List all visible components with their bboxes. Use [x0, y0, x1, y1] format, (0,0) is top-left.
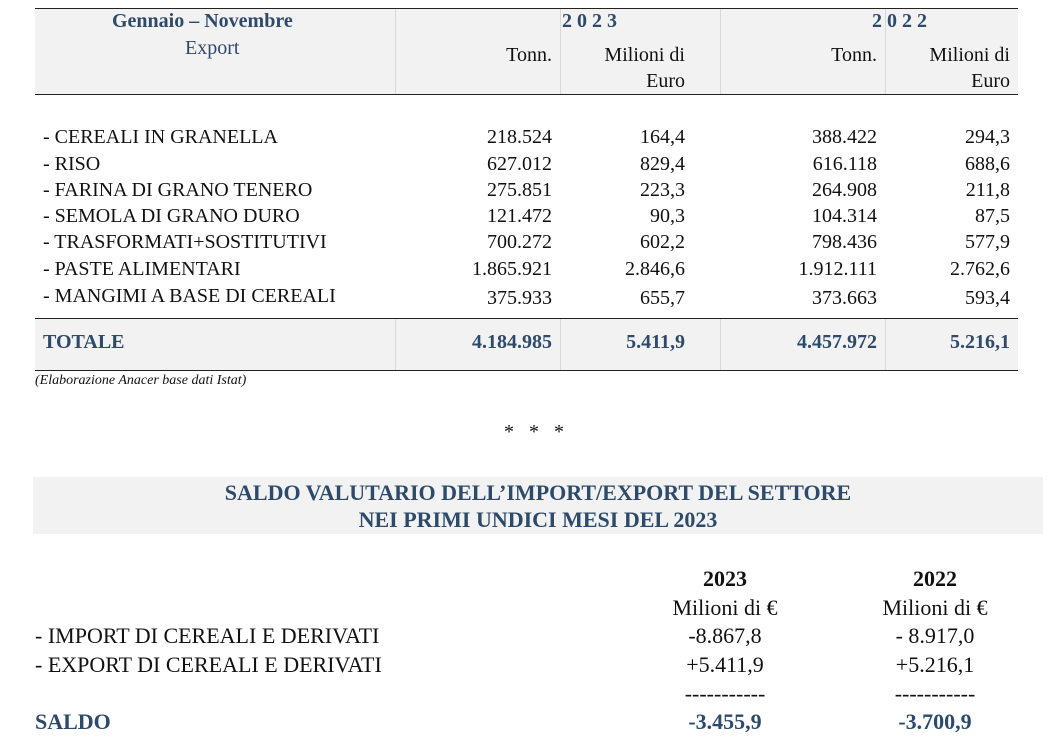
- section-separator: * * *: [504, 421, 564, 443]
- saldo-total-row: [35, 709, 1035, 737]
- row-label: - MANGIMI A BASE DI CEREALI: [43, 285, 336, 307]
- cell-milioni-2022: 593,4: [965, 287, 1010, 309]
- header-divider: [395, 8, 396, 94]
- table-row: [35, 205, 1018, 231]
- cell-tonn-2022: 264.908: [812, 179, 877, 201]
- cell-milioni-2022: 211,8: [965, 179, 1010, 201]
- cell-tonn-2023: 375.933: [487, 287, 552, 309]
- saldo-unit-2022: Milioni di €: [882, 595, 988, 620]
- cell-milioni-2023: 90,3: [650, 205, 685, 227]
- saldo-value-2023: +5.411,9: [686, 652, 764, 677]
- total-row: [35, 331, 1018, 357]
- cell-milioni-2023: 602,2: [640, 231, 685, 253]
- cell-tonn-2022: 1.912.111: [798, 258, 877, 280]
- col-milioni-2023: Milioni di Euro: [604, 44, 685, 92]
- total-label: TOTALE: [43, 331, 125, 353]
- saldo-year-header: [35, 566, 1035, 594]
- saldo-dashes-row: [35, 681, 1035, 709]
- cell-tonn-2022: 373.663: [812, 287, 877, 309]
- table-row: [35, 287, 1018, 313]
- col-tonn-2022: Tonn.: [831, 44, 877, 66]
- bottom-rule: [35, 370, 1018, 371]
- total-top-rule: [35, 318, 1018, 319]
- header-divider: [720, 8, 721, 94]
- cell-tonn-2022: 616.118: [812, 153, 877, 175]
- col-tonn-2023: Tonn.: [506, 44, 552, 66]
- cell-milioni-2023: 223,3: [640, 179, 685, 201]
- source-note: (Elaborazione Anacer base dati Istat): [35, 373, 247, 388]
- table-row: [35, 153, 1018, 179]
- cell-milioni-2022: 2.762,6: [950, 258, 1010, 280]
- row-label: - RISO: [43, 153, 101, 175]
- cell-tonn-2023: 218.524: [487, 126, 552, 148]
- cell-milioni-2023: 829,4: [640, 153, 685, 175]
- period-label: Gennaio – Novembre: [112, 10, 293, 32]
- saldo-row-label: - EXPORT DI CEREALI E DERIVATI: [35, 652, 382, 677]
- saldo-title-line2: NEI PRIMI UNDICI MESI DEL 2023: [358, 507, 718, 532]
- cell-milioni-2023: 655,7: [640, 287, 685, 309]
- top-rule: [35, 8, 1018, 9]
- row-label: - SEMOLA DI GRANO DURO: [43, 205, 300, 227]
- table-row: [35, 231, 1018, 257]
- saldo-value-2022: +5.216,1: [895, 652, 975, 677]
- row-label: - CEREALI IN GRANELLA: [43, 126, 278, 148]
- table-row: [35, 258, 1018, 284]
- cell-tonn-2023: 121.472: [487, 205, 552, 227]
- saldo-year-2022: 2022: [913, 566, 957, 591]
- row-label: - TRASFORMATI+SOSTITUTIVI: [43, 231, 327, 253]
- section-label: Export: [185, 37, 240, 59]
- cell-tonn-2022: 798.436: [812, 231, 877, 253]
- saldo-total-2023: -3.455,9: [688, 709, 762, 734]
- total-milioni-2022: 5.216,1: [950, 331, 1010, 353]
- table-row: [35, 179, 1018, 205]
- saldo-dashes-2022: -----------: [894, 681, 976, 706]
- saldo-row: [35, 652, 1035, 680]
- header-rule: [35, 94, 1018, 95]
- cell-tonn-2022: 388.422: [812, 126, 877, 148]
- saldo-unit-2023: Milioni di €: [672, 595, 778, 620]
- total-milioni-2023: 5.411,9: [626, 331, 685, 353]
- col-milioni-2022: Milioni di Euro: [929, 44, 1010, 92]
- cell-tonn-2023: 1.865.921: [472, 258, 552, 280]
- saldo-value-2023: -8.867,8: [688, 623, 762, 648]
- saldo-row-label: - IMPORT DI CEREALI E DERIVATI: [35, 623, 380, 648]
- cell-milioni-2023: 2.846,6: [625, 258, 685, 280]
- row-label: - FARINA DI GRANO TENERO: [43, 179, 313, 201]
- saldo-year-2023: 2023: [703, 566, 747, 591]
- year-2023-header: 2 0 2 3: [562, 10, 617, 32]
- cell-milioni-2022: 294,3: [965, 126, 1010, 148]
- cell-milioni-2022: 688,6: [965, 153, 1010, 175]
- cell-milioni-2022: 577,9: [965, 231, 1010, 253]
- saldo-dashes-2023: -----------: [684, 681, 766, 706]
- saldo-title-line1: SALDO VALUTARIO DELL’IMPORT/EXPORT DEL SETTORE: [224, 480, 852, 505]
- cell-milioni-2023: 164,4: [640, 126, 685, 148]
- cell-tonn-2022: 104.314: [812, 205, 877, 227]
- saldo-total-label: SALDO: [35, 709, 111, 734]
- cell-tonn-2023: 700.272: [487, 231, 552, 253]
- table-row: [35, 126, 1018, 152]
- saldo-total-2022: -3.700,9: [898, 709, 972, 734]
- row-label: - PASTE ALIMENTARI: [43, 258, 241, 280]
- cell-tonn-2023: 275.851: [487, 179, 552, 201]
- saldo-unit-header: [35, 595, 1035, 623]
- header-divider: [560, 8, 561, 94]
- cell-tonn-2023: 627.012: [487, 153, 552, 175]
- cell-milioni-2022: 87,5: [975, 205, 1010, 227]
- total-tonn-2022: 4.457.972: [797, 331, 877, 353]
- saldo-row: [35, 623, 1035, 651]
- year-2022-header: 2 0 2 2: [872, 10, 927, 32]
- saldo-value-2022: - 8.917,0: [895, 623, 975, 648]
- total-tonn-2023: 4.184.985: [472, 331, 552, 353]
